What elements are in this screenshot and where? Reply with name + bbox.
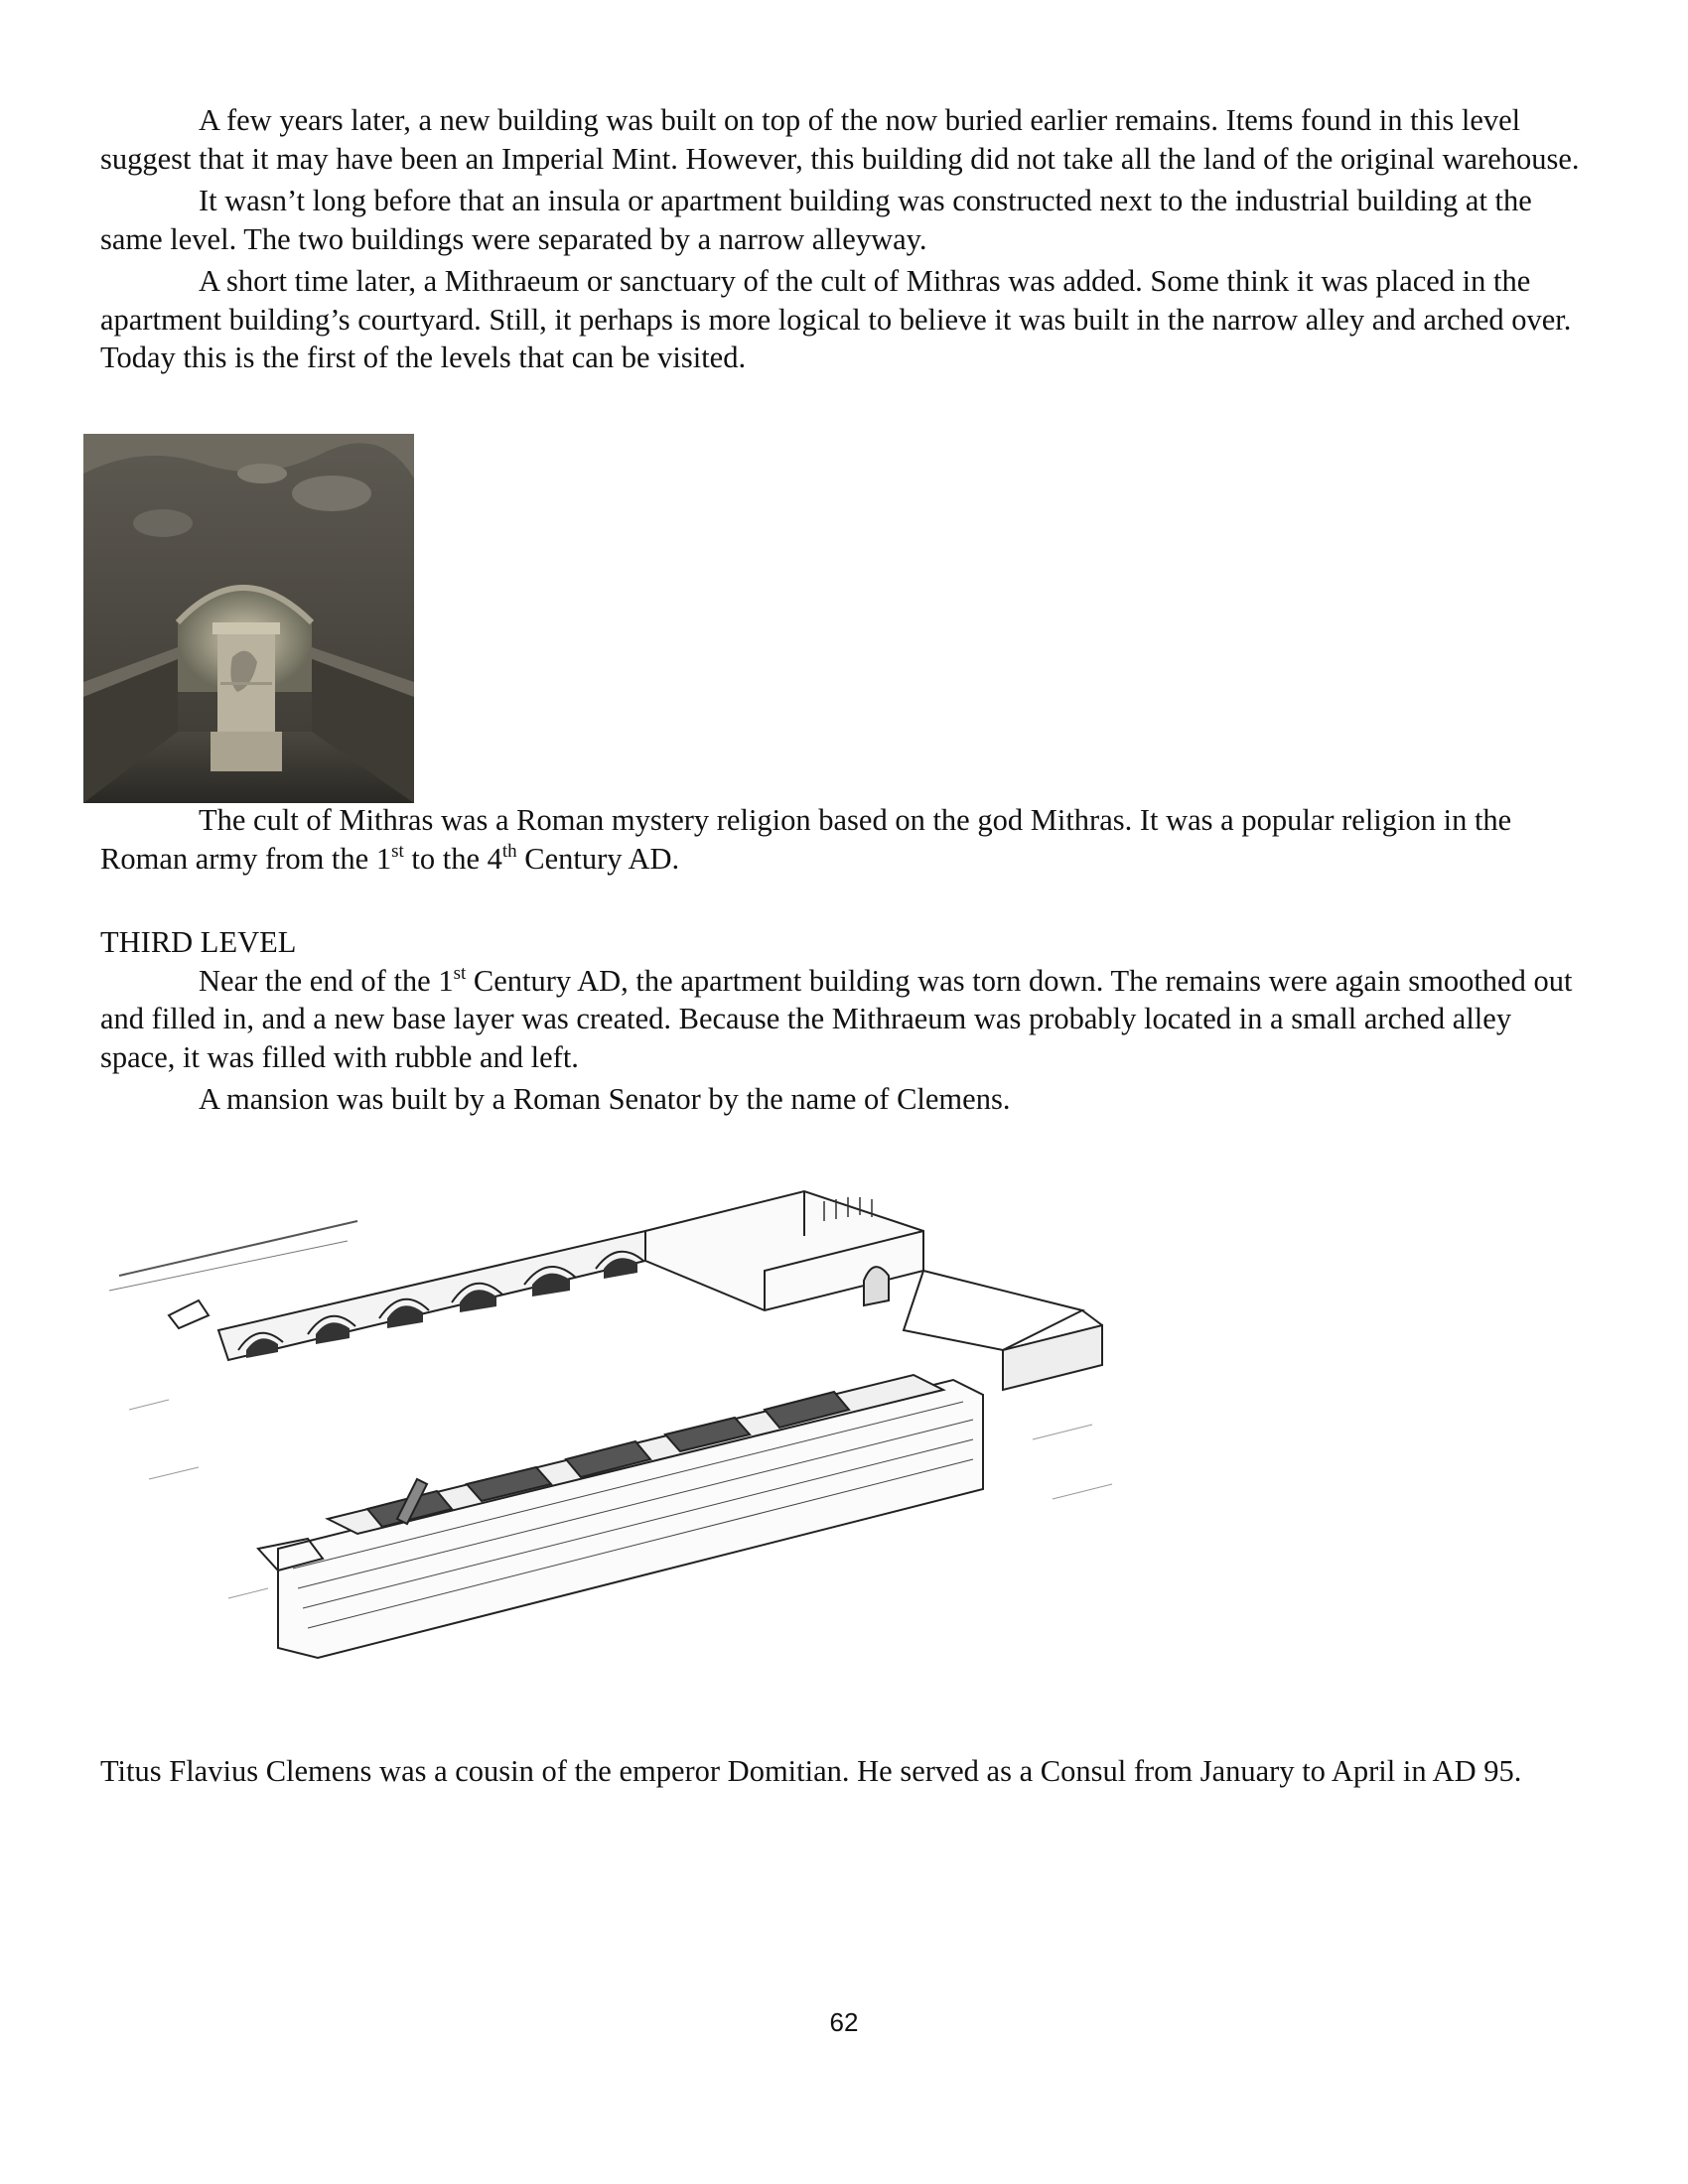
section-heading-third-level: THIRD LEVEL <box>100 925 297 959</box>
mithras-and-third-level-block <box>100 801 1590 1123</box>
paragraph-insula: It wasn’t long before that an insula or apartment building was constructed next to the industrial building at the same level. The two buildings were separated by a narrow alleyway. <box>100 184 1532 256</box>
intro-text-block <box>100 101 1590 381</box>
paragraph-cult-of-mithras: The cult of Mithras was a Roman mystery religion based on the god Mithras. It was a popular religion in the Roman army from the 1st to the 4th Century AD. <box>100 803 1512 876</box>
page-number: 62 <box>829 2007 859 2037</box>
paragraph-mansion: A mansion was built by a Roman Senator by the name of Clemens. <box>199 1082 1011 1116</box>
blank-line <box>100 882 1590 919</box>
mithraeum-photo <box>83 434 414 803</box>
mansion-drawing <box>109 1181 1177 1668</box>
paragraph-imperial-mint: A few years later, a new building was built on top of the now buried earlier remains. Items found in this level suggest that it may have been an Imperial Mint. However, this building did not take all the land of the original warehouse. <box>100 103 1580 176</box>
clemens-text-block <box>100 1752 1590 1795</box>
paragraph-apartment-torn-down: Near the end of the 1st Century AD, the apartment building was torn down. The remains were again smoothed out and filled in, and a new base layer was created. Because the Mithraeum was probably located in a small arched alley space, it was filled with rubble and left. <box>100 962 1573 1074</box>
paragraph-titus-flavius-clemens: Titus Flavius Clemens was a cousin of the emperor Domitian. He served as a Consul from January to April in AD 95. <box>100 1754 1522 1788</box>
paragraph-mithraeum: A short time later, a Mithraeum or sanctuary of the cult of Mithras was added. Some think it was placed in the apartment building’s courtyard. Still, it perhaps is more logical to believe it was built in the narrow alley and arched over. Today this is the first of the levels that can be visited. <box>100 264 1572 374</box>
